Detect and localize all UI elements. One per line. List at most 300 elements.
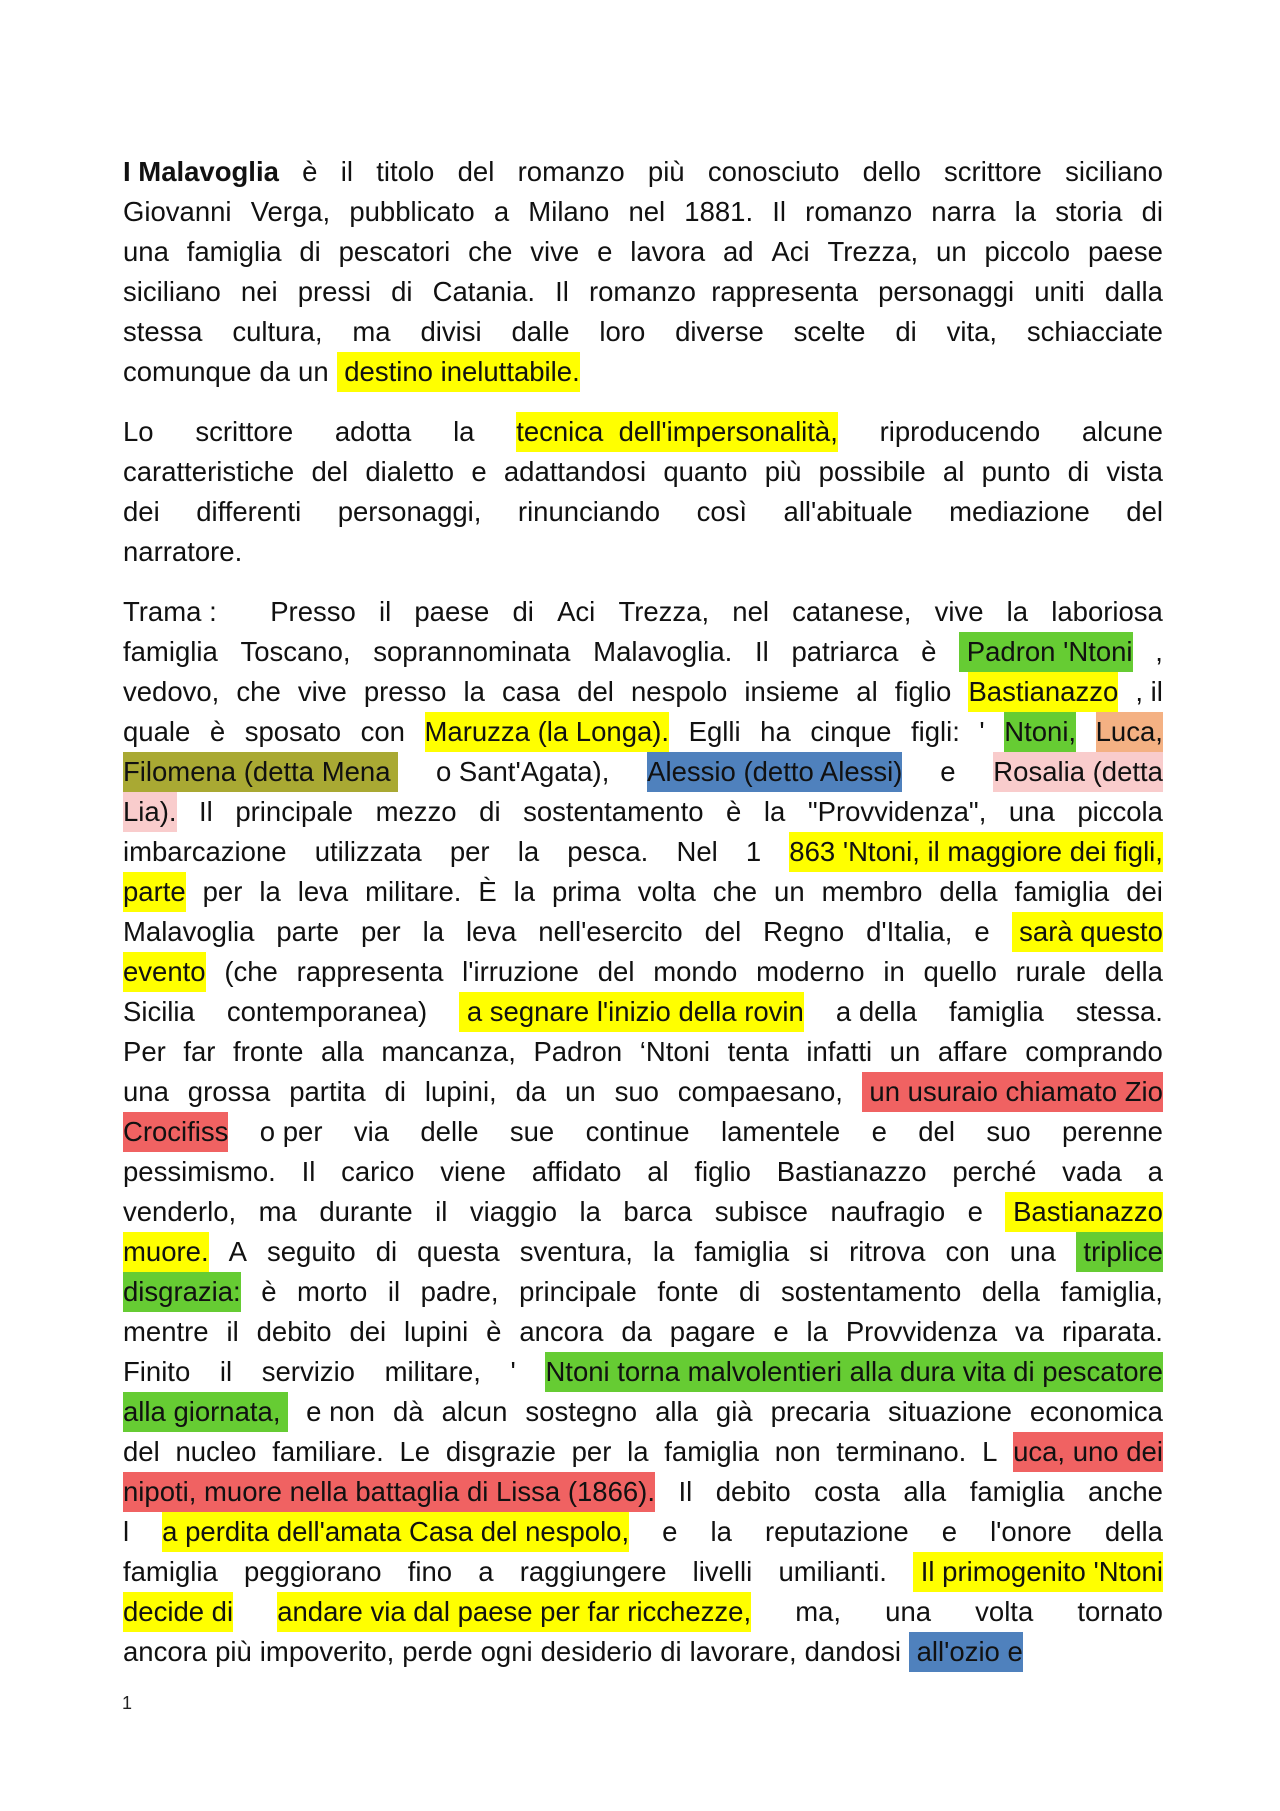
word: durante — [319, 1196, 413, 1227]
word: subisce — [714, 1196, 808, 1227]
word: pescatori — [338, 236, 451, 267]
word: seguito — [267, 1236, 356, 1267]
word: militare, — [384, 1356, 481, 1387]
text-line — [123, 1112, 1163, 1152]
word: siciliano — [1065, 156, 1163, 187]
text-line — [123, 712, 1163, 752]
word: diverse — [675, 316, 764, 347]
word: caratteristiche — [123, 456, 295, 487]
word: figli: — [910, 716, 960, 747]
word: del — [457, 156, 495, 187]
word: famiglia — [123, 636, 218, 667]
word: lamentele — [720, 1116, 841, 1147]
word: che — [712, 876, 758, 907]
word: tornato — [1077, 1596, 1163, 1627]
word: prima — [551, 876, 621, 907]
word: padre, — [420, 1276, 499, 1307]
word: pesca. — [567, 836, 649, 867]
word: da — [515, 1076, 547, 1107]
word: dalla — [1104, 276, 1163, 307]
word: il — [435, 1196, 448, 1227]
text-line — [123, 1592, 1163, 1632]
word: patriarca — [791, 636, 899, 667]
word: , il — [1135, 676, 1163, 707]
word: compaesano, — [677, 1076, 843, 1107]
word: peggiorano — [243, 1556, 382, 1587]
word: economica — [1029, 1396, 1163, 1427]
word: ma — [352, 316, 391, 347]
word: moderno — [756, 956, 865, 987]
word: Bastianazzo — [776, 1156, 927, 1187]
word: famiglia — [694, 1236, 790, 1267]
word: figlio — [694, 1156, 751, 1187]
word: figlio — [894, 676, 952, 707]
word: del — [704, 916, 742, 947]
word: già — [715, 1396, 753, 1427]
word: in — [883, 956, 905, 987]
word: scrittore — [195, 416, 294, 447]
word: al — [856, 676, 878, 707]
word: piccolo — [984, 236, 1071, 267]
word: lavorare, — [689, 1636, 797, 1667]
word: Catania. — [432, 276, 536, 307]
word: vada — [1062, 1156, 1122, 1187]
word: rurale — [1015, 956, 1087, 987]
word: del — [918, 1116, 955, 1147]
word: del — [1126, 496, 1163, 527]
word: Le — [399, 1436, 431, 1467]
word: famiglia, — [1060, 1276, 1163, 1307]
word: debito — [715, 1476, 791, 1507]
highlight-green: Padron 'Ntoni — [959, 632, 1132, 672]
word: e — [662, 1516, 678, 1547]
word: 1 — [745, 836, 762, 867]
word: la — [627, 1436, 649, 1467]
word: mentre — [123, 1316, 209, 1347]
word: Il — [301, 1156, 316, 1187]
word: Sicilia — [123, 996, 195, 1027]
word: personaggi, — [337, 496, 482, 527]
word: continue — [585, 1116, 690, 1147]
word: L — [982, 1436, 998, 1467]
word: della — [1104, 956, 1163, 987]
word: perenne — [1062, 1116, 1163, 1147]
highlight-red: nipoti, muore nella battaglia di Lissa (1866). — [123, 1472, 655, 1512]
text-line — [123, 1192, 1163, 1232]
text-line — [123, 1552, 1163, 1592]
word: morto — [297, 1276, 368, 1307]
word: (che — [224, 956, 278, 987]
word: fronte — [233, 1036, 304, 1067]
word: è — [209, 716, 226, 747]
word: lavora — [630, 236, 706, 267]
word: reputazione — [764, 1516, 909, 1547]
word: la — [763, 796, 786, 827]
word: Finito — [123, 1356, 191, 1387]
text-line — [123, 1312, 1163, 1352]
word: con — [360, 716, 405, 747]
word: Aci — [557, 596, 596, 627]
word: romanzo — [517, 156, 625, 187]
word: o Sant'Agata), — [435, 756, 610, 787]
word: sventura, — [519, 1236, 633, 1267]
word: di — [384, 1076, 406, 1107]
highlight-yellow: parte — [123, 872, 186, 912]
word: Giovanni — [123, 196, 232, 227]
word: così — [696, 496, 748, 527]
word: la — [453, 416, 475, 447]
highlight-red: uca, uno dei — [1013, 1432, 1163, 1472]
word: A — [228, 1236, 247, 1267]
word: di — [1141, 196, 1163, 227]
word: questa — [417, 1236, 500, 1267]
highlight-orange: Luca, — [1096, 712, 1163, 752]
text-line — [123, 1352, 1163, 1392]
highlight-blue: all'ozio e — [909, 1632, 1023, 1672]
highlight-yellow: Il primogenito 'Ntoni — [913, 1552, 1163, 1592]
word: il — [378, 596, 392, 627]
word: terminano. — [836, 1436, 967, 1467]
highlight-yellow: muore. — [123, 1232, 209, 1272]
text-line — [123, 592, 1163, 632]
word: vive — [297, 676, 347, 707]
text-line — [123, 1032, 1163, 1072]
word: di — [391, 276, 413, 307]
word: personaggi — [878, 276, 1015, 307]
word: Padron — [533, 1036, 623, 1067]
word: paese — [414, 596, 490, 627]
text-line — [123, 1432, 1163, 1472]
word: più — [764, 456, 802, 487]
text-line — [123, 1232, 1163, 1272]
word: piccola — [1077, 796, 1163, 827]
word: del — [597, 956, 635, 987]
word: paese — [1087, 236, 1163, 267]
word: non — [774, 1436, 821, 1467]
word: di — [660, 1636, 682, 1667]
word: a — [1147, 1156, 1163, 1187]
highlight-yellow: tecnica dell'impersonalità, — [516, 412, 838, 452]
word: livelli — [692, 1556, 753, 1587]
word: che — [236, 676, 281, 707]
word: all'abituale — [783, 496, 913, 527]
word: delle — [420, 1116, 479, 1147]
word: di — [1067, 456, 1090, 487]
word: membro — [821, 876, 923, 907]
word: fonte — [657, 1276, 719, 1307]
word: desiderio — [540, 1636, 653, 1667]
paragraph — [123, 152, 1163, 392]
highlight-yellow: decide di — [123, 1592, 233, 1632]
word: contemporanea) — [226, 996, 428, 1027]
word: utilizzata — [314, 836, 422, 867]
text-line — [123, 412, 1163, 452]
word: a — [493, 196, 510, 227]
word: dialetto — [365, 456, 455, 487]
word: servizio — [261, 1356, 355, 1387]
word: nel — [732, 596, 769, 627]
word: Milano — [528, 196, 610, 227]
word: impoverito, — [259, 1636, 395, 1667]
word: Trezza, — [827, 236, 919, 267]
text-line — [123, 352, 1163, 392]
word: infatti — [806, 1036, 873, 1067]
word: mediazione — [949, 496, 1090, 527]
word: presso — [363, 676, 447, 707]
word: Toscano, — [240, 636, 351, 667]
word: il — [340, 156, 353, 187]
word: riproducendo — [879, 416, 1041, 447]
word: è — [486, 1316, 502, 1347]
word: dalle — [511, 316, 570, 347]
word: tenta — [727, 1036, 789, 1067]
word: ma, — [795, 1596, 842, 1627]
word: ‘Ntoni — [639, 1036, 711, 1067]
word: famiglia — [123, 1556, 218, 1587]
word: siciliano — [123, 276, 221, 307]
text-line — [123, 672, 1163, 712]
word: Il — [555, 276, 569, 307]
word: famiglia — [186, 236, 282, 267]
word: la — [652, 1236, 675, 1267]
text-line — [123, 1272, 1163, 1312]
word: precaria — [770, 1396, 870, 1427]
word: va — [1015, 1316, 1045, 1347]
word: Il — [199, 796, 213, 827]
word: far — [183, 1036, 216, 1067]
text-line — [123, 492, 1163, 532]
word: vive — [530, 236, 580, 267]
word: pubblicato — [349, 196, 475, 227]
word: schiacciate — [1026, 316, 1163, 347]
paragraph — [123, 412, 1163, 572]
word: grossa — [187, 1076, 271, 1107]
word: dà — [393, 1396, 424, 1427]
word: scelte — [793, 316, 866, 347]
highlight-yellow: sarà questo — [1012, 912, 1163, 952]
text-line — [123, 532, 1163, 572]
word: adotta — [334, 416, 412, 447]
word: catanese, — [792, 596, 912, 627]
text-line — [123, 1072, 1163, 1112]
word: naufragio — [830, 1196, 946, 1227]
highlight-yellow: andare via dal paese per far ricchezze, — [277, 1592, 751, 1632]
word: conosciuto — [707, 156, 840, 187]
word: vive — [934, 596, 984, 627]
word: una — [1008, 796, 1055, 827]
word: ancora — [123, 1636, 208, 1667]
word: suo — [614, 1076, 659, 1107]
word: viaggio — [469, 1196, 558, 1227]
text-line — [123, 1392, 1163, 1432]
word: un — [565, 1076, 596, 1107]
text-line — [123, 452, 1163, 492]
word: volta — [975, 1596, 1034, 1627]
text-line — [123, 752, 1163, 792]
word: d'Italia, — [866, 916, 953, 947]
text-line — [123, 272, 1163, 312]
word: "Provvidenza", — [807, 796, 987, 827]
word: Malavoglia — [123, 916, 255, 947]
highlight-pink: Rosalia (detta — [993, 752, 1163, 792]
document-body — [123, 152, 1163, 1692]
word: È — [478, 876, 497, 907]
word: alcun — [441, 1396, 508, 1427]
word: Il — [678, 1476, 693, 1507]
word: e — [974, 916, 990, 947]
word: vedovo, — [123, 676, 220, 707]
word: quanto — [663, 456, 748, 487]
word: differenti — [196, 496, 302, 527]
word: suo — [986, 1116, 1031, 1147]
word: principale — [519, 1276, 637, 1307]
word: narra — [931, 196, 996, 227]
word: dello — [862, 156, 921, 187]
highlight-yellow: 863 'Ntoni, il maggiore dei figli, — [789, 832, 1163, 872]
word: della — [1104, 1516, 1163, 1547]
word: nel — [628, 196, 666, 227]
text-line — [123, 1472, 1163, 1512]
word: alla — [903, 1476, 947, 1507]
word: ma — [258, 1196, 297, 1227]
highlight-pink: Lia). — [123, 792, 177, 832]
text-line — [123, 912, 1163, 952]
word: e non — [306, 1396, 375, 1427]
word: della — [939, 876, 998, 907]
word: del — [311, 456, 349, 487]
word: ' — [979, 716, 985, 747]
word: mancanza, — [381, 1036, 516, 1067]
word: ha — [760, 716, 791, 747]
paragraph — [123, 592, 1163, 1672]
word: Il — [754, 636, 769, 667]
word: venderlo, — [123, 1196, 237, 1227]
highlight-yellow: a perdita dell'amata Casa del nespolo, — [162, 1512, 629, 1552]
word: a della — [835, 996, 917, 1027]
word: Eglli — [688, 716, 741, 747]
word: una — [1009, 1236, 1056, 1267]
word: l'irruzione — [462, 956, 579, 987]
text-line — [123, 952, 1163, 992]
word: umilianti. — [778, 1556, 887, 1587]
word: la — [1006, 596, 1029, 627]
word: ogni — [480, 1636, 533, 1667]
word: da — [621, 1316, 652, 1347]
word: sposato — [244, 716, 342, 747]
word: alcune — [1081, 416, 1163, 447]
word: ritrova — [849, 1236, 926, 1267]
word: leva — [297, 876, 349, 907]
word: Aci — [771, 236, 810, 267]
word: nucleo — [175, 1436, 257, 1467]
text-line — [123, 232, 1163, 272]
word: mondo — [653, 956, 738, 987]
word: imbarcazione — [123, 836, 287, 867]
word: sostentamento — [780, 1276, 962, 1307]
word: raggiungere — [519, 1556, 667, 1587]
word: e — [940, 756, 956, 787]
word: Malavoglia. — [593, 636, 733, 667]
word: narratore. — [123, 536, 243, 567]
word: Trezza, — [618, 596, 710, 627]
word: per — [571, 1436, 612, 1467]
word: loro — [599, 316, 646, 347]
text-line — [123, 832, 1163, 872]
word: la — [422, 916, 445, 947]
text-line — [123, 632, 1163, 672]
word: di — [895, 316, 917, 347]
word: situazione — [888, 1396, 1012, 1427]
word: Lo — [123, 416, 154, 447]
highlight-red: Crocifiss — [123, 1112, 228, 1152]
text-line — [123, 792, 1163, 832]
word: uniti — [1034, 276, 1085, 307]
word: si — [809, 1236, 830, 1267]
word: pressi — [297, 276, 372, 307]
word: Il — [772, 196, 787, 227]
word: affare — [937, 1036, 1008, 1067]
word: del — [123, 1436, 160, 1467]
word: pessimismo. — [123, 1156, 276, 1187]
word: via — [353, 1116, 390, 1147]
text-line — [123, 192, 1163, 232]
word: nespolo — [630, 676, 728, 707]
word: volta — [637, 876, 696, 907]
word: principale — [235, 796, 354, 827]
word: rappresenta — [296, 956, 444, 987]
word: di — [299, 236, 321, 267]
word: al — [647, 1156, 669, 1187]
word: , — [1155, 636, 1163, 667]
word: alla — [320, 1036, 364, 1067]
text-line — [123, 1512, 1163, 1552]
word: scrittore — [944, 156, 1042, 187]
word: cinque — [810, 716, 892, 747]
word: dei — [123, 496, 160, 527]
word: la — [1014, 196, 1037, 227]
word: un — [298, 356, 329, 387]
word: sue — [509, 1116, 555, 1147]
word: titolo — [376, 156, 435, 187]
highlight-yellow: a segnare l'inizio della rovin — [459, 992, 804, 1032]
highlight-red: un usuraio chiamato Zio — [862, 1072, 1163, 1112]
word: divisi — [420, 316, 482, 347]
word: partita — [289, 1076, 366, 1107]
word: famiglia — [949, 996, 1044, 1027]
highlight-yellow: Maruzza (la Longa). — [425, 712, 670, 752]
word: adattandosi — [503, 456, 647, 487]
word: vista — [1106, 456, 1163, 487]
word: carico — [341, 1156, 415, 1187]
word: nei — [240, 276, 278, 307]
word: soprannominata — [373, 636, 571, 667]
word: fino — [407, 1556, 453, 1587]
highlight-green: Ntoni, — [1004, 712, 1076, 752]
word: dandosi — [804, 1636, 901, 1667]
word: ad — [722, 236, 754, 267]
word: famiglia — [969, 1476, 1065, 1507]
word: Verga, — [250, 196, 331, 227]
word: l'onore — [990, 1516, 1072, 1547]
word: militare. — [365, 876, 462, 907]
word: è — [726, 796, 742, 827]
word: per — [449, 836, 490, 867]
word: perché — [952, 1156, 1037, 1187]
page-number: 1 — [122, 1693, 133, 1713]
word: alla — [655, 1396, 698, 1427]
word: una — [885, 1596, 932, 1627]
word: sostentamento — [523, 796, 704, 827]
